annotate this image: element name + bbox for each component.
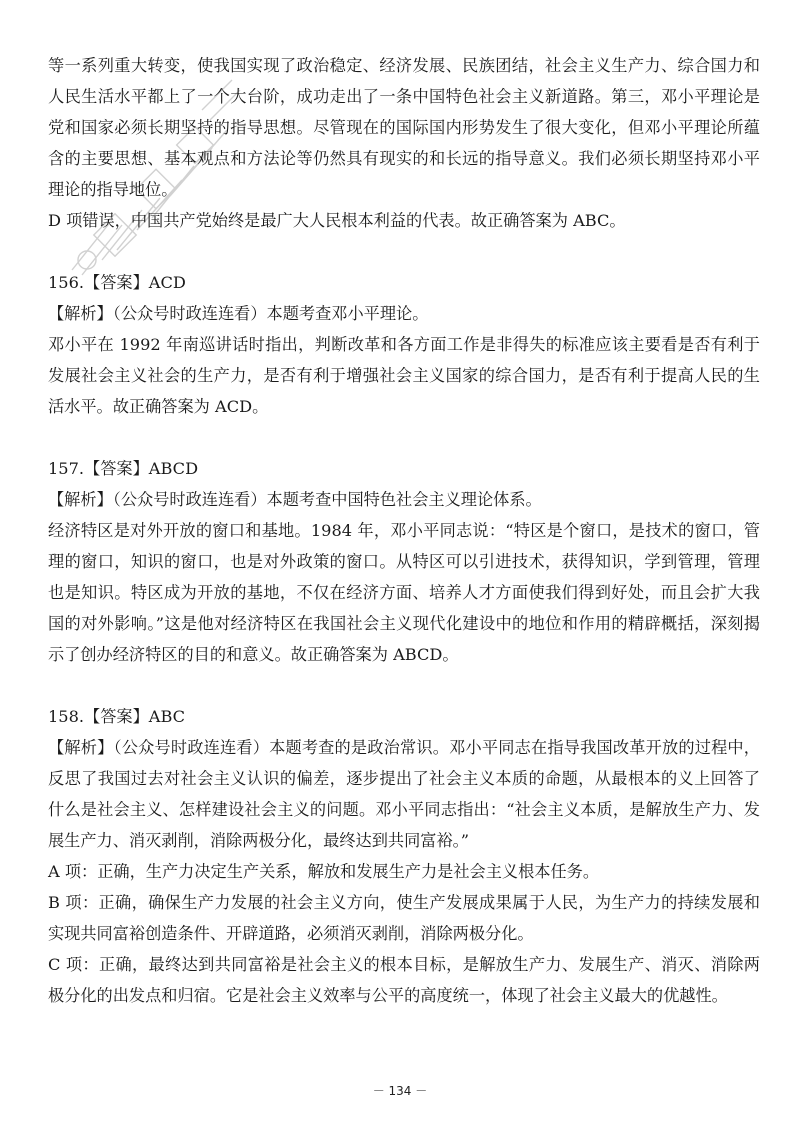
explanation-156: 邓小平在 1992 年南巡讲话时指出，判断改革和各方面工作是非得失的标准应该主要看是否有利于发展社会主义社会的生产力，是否有利于增强社会主义国家的综合国力，是否有利于提高人民的生活水平。故正确答案为 ACD。 xyxy=(48,335,760,416)
answer-heading-157: 157.【答案】ABCD xyxy=(48,459,199,478)
question-157 xyxy=(48,453,760,670)
question-156 xyxy=(48,267,760,422)
option-b-158: B 项：正确，确保生产力发展的社会主义方向，使生产发展成果属于人民，为生产力的持续发展和实现共同富裕创造条件、开辟道路，必须消灭剥削，消除两极分化。 xyxy=(48,893,760,943)
option-c-158: C 项：正确，最终达到共同富裕是社会主义的根本目标，是解放生产力、发展生产、消灭、消除两极分化的出发点和归宿。它是社会主义效率与公平的高度统一，体现了社会主义最大的优越性。 xyxy=(48,955,760,1005)
paragraph-option-d: D 项错误，中国共产党始终是最广大人民根本利益的代表。故正确答案为 ABC。 xyxy=(48,211,626,230)
answer-heading-156: 156.【答案】ACD xyxy=(48,273,186,292)
analysis-156: 【解析】（公众号时政连连看）本题考查邓小平理论。 xyxy=(48,304,429,323)
question-158 xyxy=(48,701,760,1011)
page-number: － 134 － xyxy=(372,1084,428,1098)
analysis-157: 【解析】（公众号时政连连看）本题考查中国特色社会主义理论体系。 xyxy=(48,490,542,509)
answer-heading-158: 158.【答案】ABC xyxy=(48,707,186,726)
page-content xyxy=(48,50,760,1011)
explanation-157: 经济特区是对外开放的窗口和基地。1984 年，邓小平同志说：“特区是个窗口，是技术的窗口，管理的窗口，知识的窗口，也是对外政策的窗口。从特区可以引进技术，获得知识，学到管理，管理也是知识。特区成为开放的基地，不仅在经济方面、培养人才方面使我们得到好处，而且会扩大我国的对外影响。”这是他对经济特区在我国社会主义现代化建设中的地位和作用的精辟概括，深刻揭示了创办经济特区的目的和意义。故正确答案为 ABCD。 xyxy=(48,521,760,664)
option-a-158: A 项：正确，生产力决定生产关系，解放和发展生产力是社会主义根本任务。 xyxy=(48,862,600,881)
analysis-158: 【解析】（公众号时政连连看）本题考查的是政治常识。邓小平同志在指导我国改革开放的过程中，反思了我国过去对社会主义认识的偏差，逐步提出了社会主义本质的命题，从最根本的义上回答了什么是社会主义、怎样建设社会主义的问题。邓小平同志指出：“社会主义本质，是解放生产力、发展生产力、消灭剥削，消除两极分化，最终达到共同富裕。” xyxy=(48,738,760,850)
paragraph-continuation: 等一系列重大转变，使我国实现了政治稳定、经济发展、民族团结，社会主义生产力、综合国力和人民生活水平都上了一个大台阶，成功走出了一条中国特色社会主义新道路。第三，邓小平理论是党和国家必须长期坚持的指导思想。尽管现在的国际国内形势发生了很大变化，但邓小平理论所蕴含的主要思想、基本观点和方法论等仍然具有现实的和长远的指导意义。我们必须长期坚持邓小平理论的指导地位。 xyxy=(48,56,760,199)
